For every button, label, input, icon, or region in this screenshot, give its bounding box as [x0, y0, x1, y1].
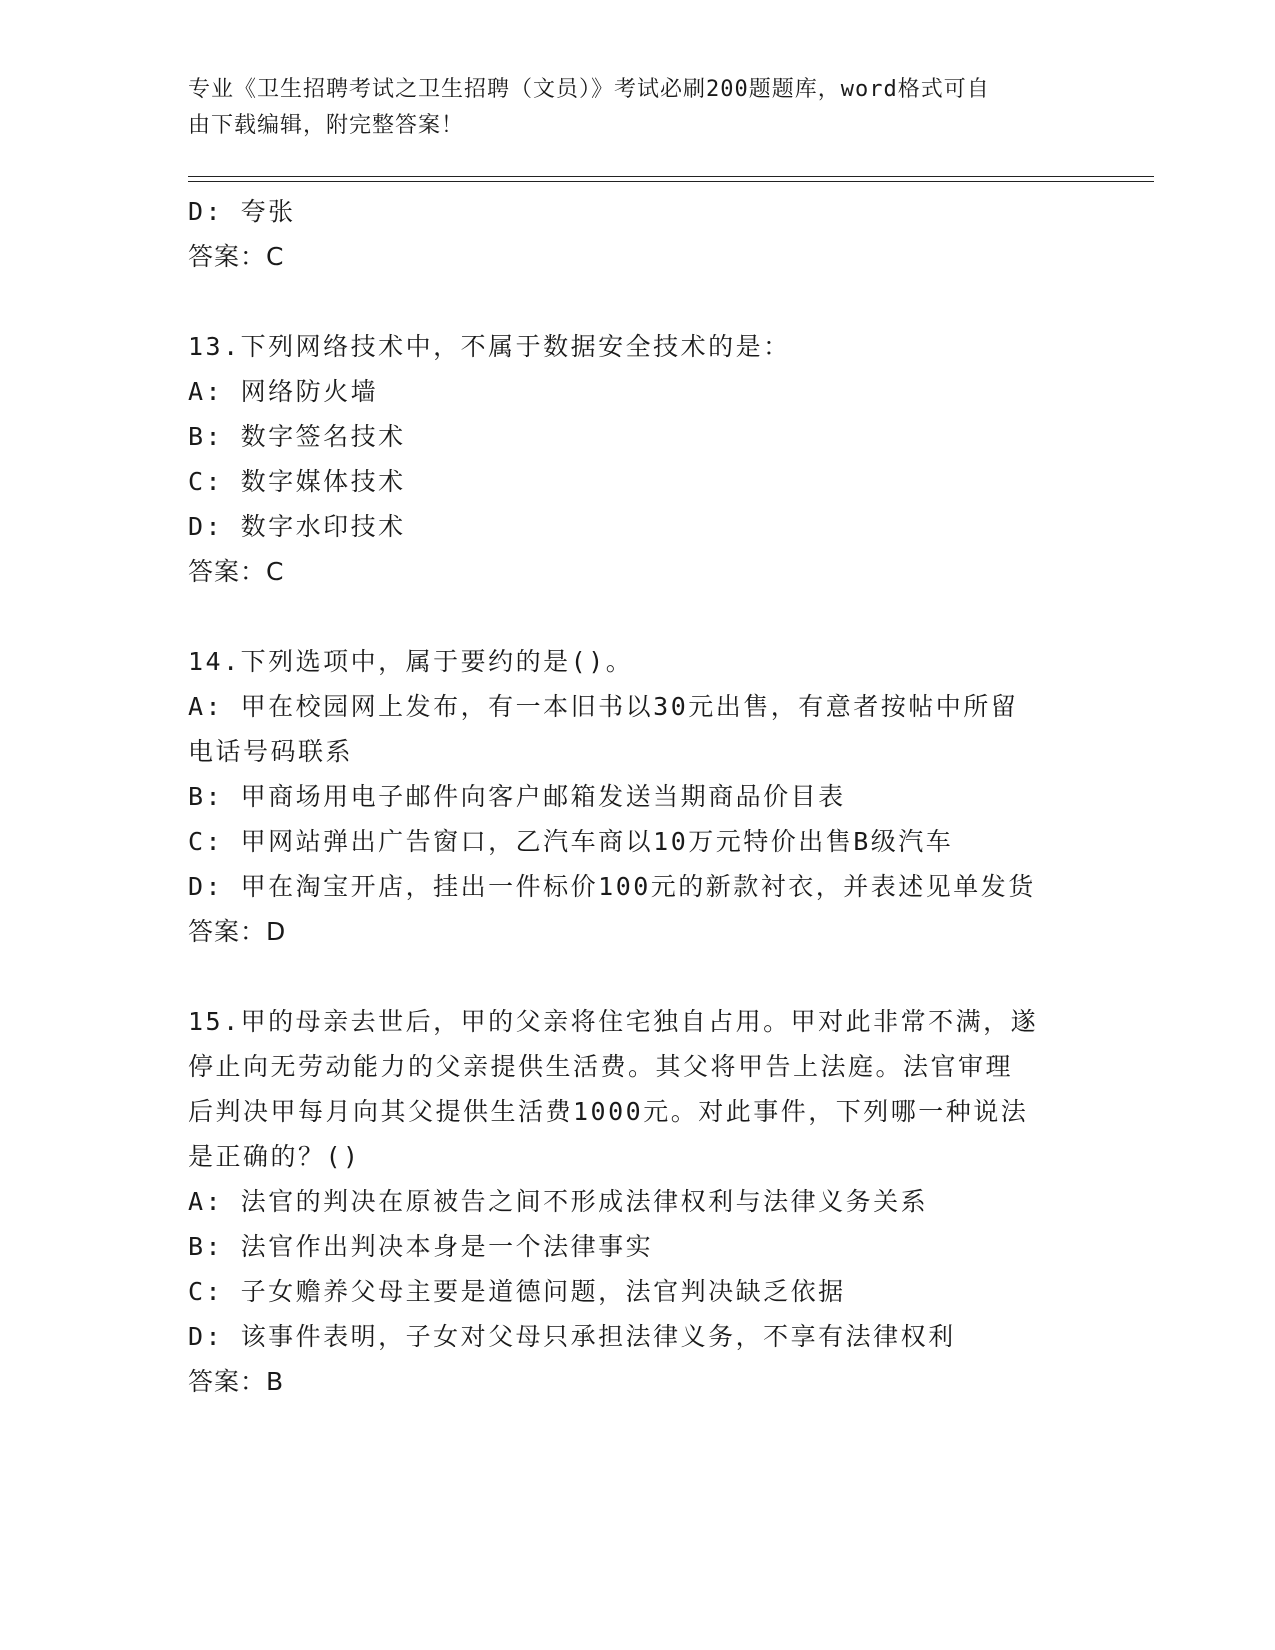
question-stem-line-4: 是正确的？()	[188, 1142, 361, 1171]
prev-answer: 答案：C	[188, 242, 285, 271]
header-rule-bottom	[188, 181, 1154, 182]
option-c: C: 数字媒体技术	[188, 467, 406, 496]
option-c: C: 甲网站弹出广告窗口，乙汽车商以10万元特价出售B级汽车	[188, 827, 954, 856]
answer: 答案：B	[188, 1367, 285, 1396]
question-stem: 14.下列选项中，属于要约的是()。	[188, 647, 634, 676]
option-b: B: 甲商场用电子邮件向客户邮箱发送当期商品价目表	[188, 782, 846, 811]
question-stem: 13.下列网络技术中，不属于数据安全技术的是：	[188, 332, 791, 361]
question-stem-line-1: 15.甲的母亲去世后，甲的父亲将住宅独自占用。甲对此非常不满，遂	[188, 1007, 1039, 1036]
option-a-continued: 电话号码联系	[188, 737, 354, 766]
option-b: B: 法官作出判决本身是一个法律事实	[188, 1232, 654, 1261]
header-line-1: 专业《卫生招聘考试之卫生招聘（文员）》考试必刷200题题库，word格式可自	[188, 77, 990, 102]
option-d: D: 甲在淘宝开店，挂出一件标价100元的新款衬衣，并表述见单发货	[188, 872, 1036, 901]
prev-option-d: D: 夸张	[188, 197, 296, 226]
question-stem-line-2: 停止向无劳动能力的父亲提供生活费。其父将甲告上法庭。法官审理	[188, 1052, 1014, 1081]
spacer	[188, 954, 1088, 999]
document-header	[188, 72, 1088, 144]
answer: 答案：D	[188, 917, 287, 946]
answer: 答案：C	[188, 557, 285, 586]
question-14	[188, 639, 1088, 954]
header-line-2: 由下载编辑，附完整答案！	[188, 113, 465, 138]
document-body	[188, 189, 1088, 1404]
header-rule-top	[188, 176, 1154, 177]
spacer	[188, 594, 1088, 639]
option-a: A: 法官的判决在原被告之间不形成法律权利与法律义务关系	[188, 1187, 929, 1216]
option-d: D: 该事件表明，子女对父母只承担法律义务，不享有法律权利	[188, 1322, 956, 1351]
option-a: A: 网络防火墙	[188, 377, 379, 406]
option-a: A: 甲在校园网上发布，有一本旧书以30元出售，有意者按帖中所留	[188, 692, 1019, 721]
option-d: D: 数字水印技术	[188, 512, 406, 541]
option-b: B: 数字签名技术	[188, 422, 406, 451]
question-15	[188, 999, 1088, 1404]
question-13	[188, 324, 1088, 594]
question-stem-line-3: 后判决甲每月向其父提供生活费1000元。对此事件，下列哪一种说法	[188, 1097, 1029, 1126]
spacer	[188, 279, 1088, 324]
option-c: C: 子女赡养父母主要是道德问题，法官判决缺乏依据	[188, 1277, 846, 1306]
